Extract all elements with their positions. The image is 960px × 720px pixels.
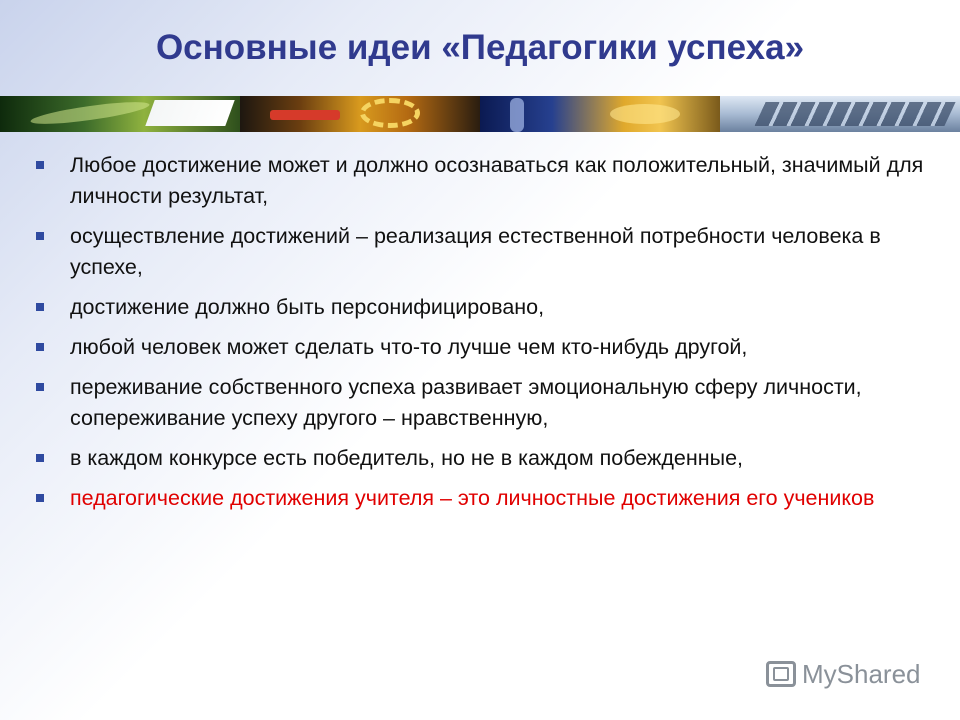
bullet-item	[30, 332, 930, 363]
bullet-list	[30, 150, 930, 514]
square-bullet-icon	[36, 161, 44, 169]
banner-photo-flask	[480, 96, 720, 132]
myshared-logo-icon	[766, 661, 796, 687]
bullet-text: осуществление достижений – реализация естественной потребности человека в успехе,	[70, 224, 881, 279]
bullet-item	[30, 443, 930, 474]
bullet-item	[30, 292, 930, 323]
square-bullet-icon	[36, 303, 44, 311]
slide-content	[30, 150, 930, 523]
myshared-logo[interactable]	[766, 656, 921, 692]
square-bullet-icon	[36, 454, 44, 462]
logo-text: MyShared	[802, 658, 921, 689]
square-bullet-icon	[36, 232, 44, 240]
bullet-text: Любое достижение может и должно осознаваться как положительный, значимый для личности результат,	[70, 153, 924, 208]
bullet-text: переживание собственного успеха развивает эмоциональную сферу личности, сопереживание успеху другого – нравственную,	[70, 375, 862, 430]
banner-photo-gears	[240, 96, 480, 132]
banner-photo-keyboard	[720, 96, 960, 132]
bullet-text: достижение должно быть персонифицировано,	[70, 295, 545, 319]
bullet-text: педагогические достижения учителя – это личностные достижения его учеников	[70, 486, 875, 510]
bullet-item	[30, 221, 930, 283]
bullet-item	[30, 372, 930, 434]
banner-photo-plant	[0, 96, 240, 132]
square-bullet-icon	[36, 343, 44, 351]
bullet-text: в каждом конкурсе есть победитель, но не в каждом побежденные,	[70, 446, 744, 470]
slide-title: Основные идеи «Педагогики успеха»	[155, 28, 805, 67]
square-bullet-icon	[36, 383, 44, 391]
bullet-text: любой человек может сделать что-то лучше чем кто-нибудь другой,	[70, 335, 748, 359]
bullet-item-highlighted	[30, 483, 930, 514]
square-bullet-icon	[36, 494, 44, 502]
photo-banner	[0, 96, 960, 132]
bullet-item	[30, 150, 930, 212]
